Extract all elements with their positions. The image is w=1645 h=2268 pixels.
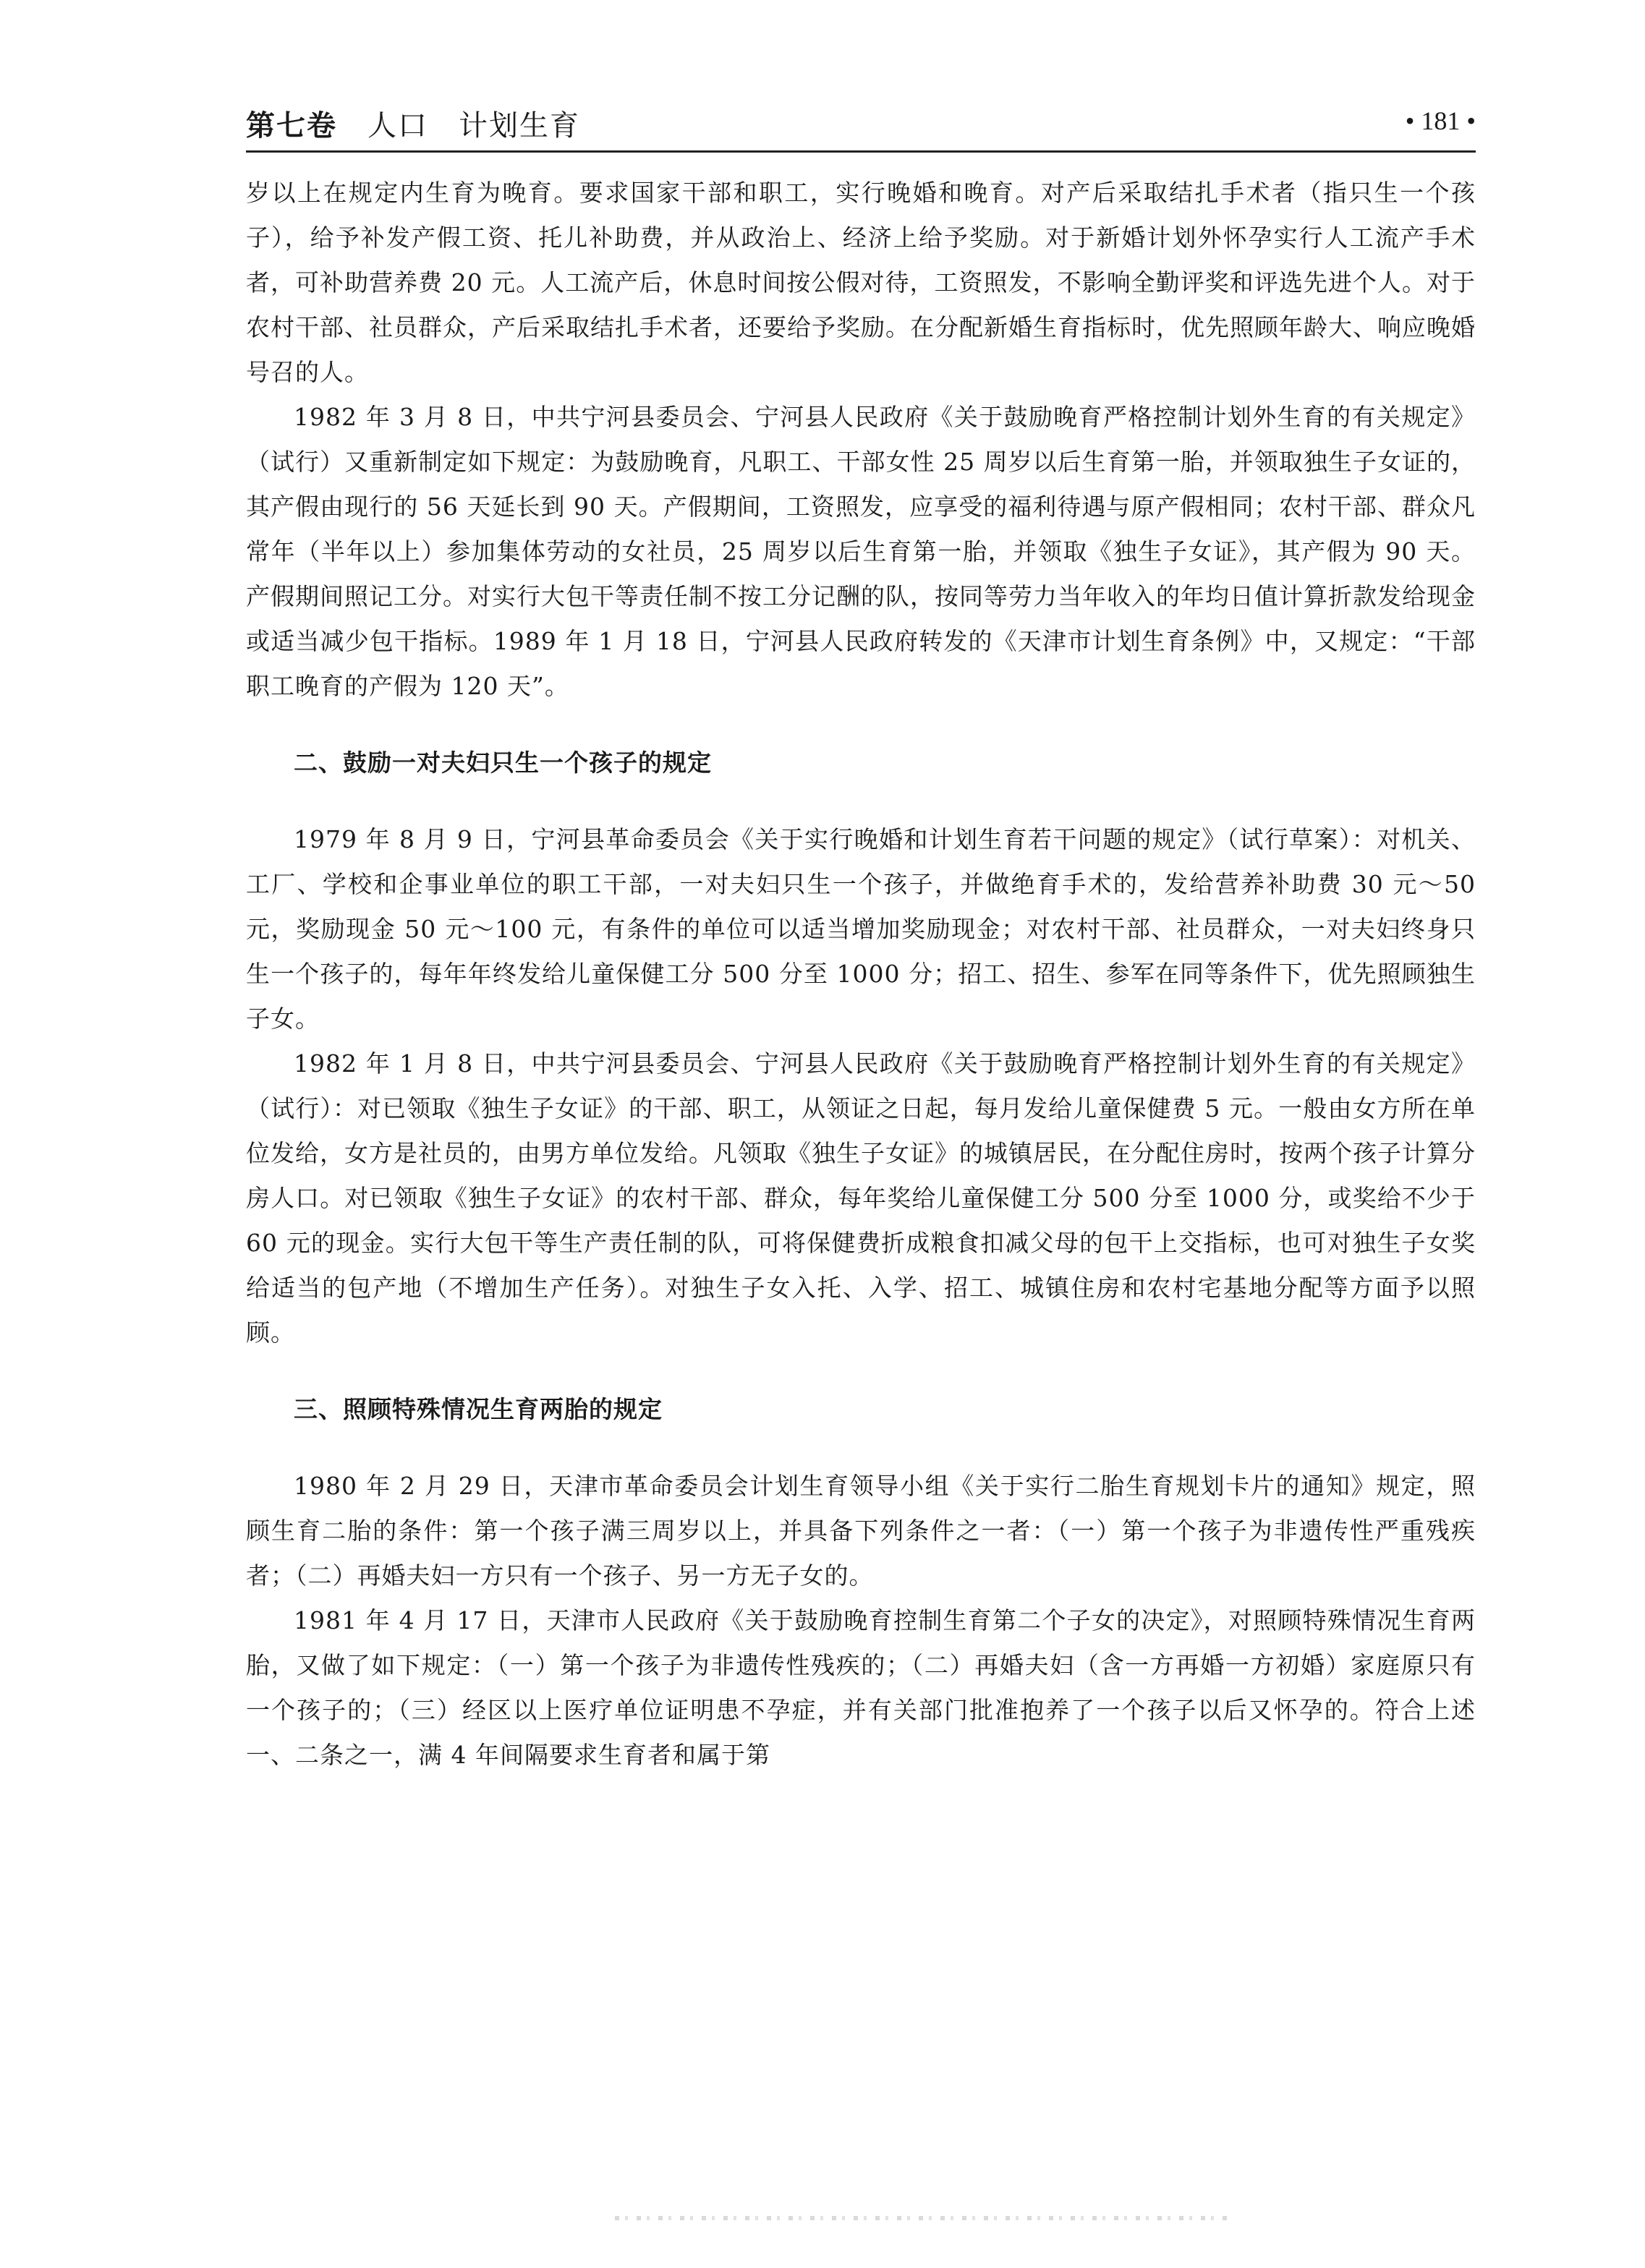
paragraph-3: 1979 年 8 月 9 日，宁河县革命委员会《关于实行晚婚和计划生育若干问题的规定》（试行草案）：对机关、工厂、学校和企事业单位的职工干部，一对夫妇只生一个孩子，并做绝育手术的，发给营养补助费 30 元～50 元，奖励现金 50 元～100 元，有条件的单位可以适当增加奖励现金；对农村干部、社员群众，一对夫妇终身只生一个孩子的，每年年终发给儿童保健工分 500 分至 1000 分；招工、招生、参军在同等条件下，优先照顾独生子女。 [246,825,1476,1033]
header-rule [246,150,1476,153]
paragraph-4: 1982 年 1 月 8 日，中共宁河县委员会、宁河县人民政府《关于鼓励晚育严格控制计划外生育的有关规定》（试行）：对已领取《独生子女证》的干部、职工，从领证之日起，每月发给儿童保健费 5 元。一般由女方所在单位发给，女方是社员的，由男方单位发给。凡领取《独生子女证》的城镇居民，在分配住房时，按两个孩子计算分房人口。对已领取《独生子女证》的农村干部、群众，每年奖给儿童保健工分 500 分至 1000 分，或奖给不少于 60 元的现金。实行大包干等生产责任制的队，可将保健费折成粮食扣减父母的包干上交指标，也可对独生子女奖给适当的包产地（不增加生产任务）。对独生子女入托、入学、招工、城镇住房和农村宅基地分配等方面予以照顾。 [246,1049,1476,1347]
paragraph-1: 岁以上在规定内生育为晚育。要求国家干部和职工，实行晚婚和晚育。对产后采取结扎手术者（指只生一个孩子），给予补发产假工资、托儿补助费，并从政治上、经济上给予奖励。对于新婚计划外怀孕实行人工流产手术者，可补助营养费 20 元。人工流产后，休息时间按公假对待，工资照发，不影响全勤评奖和评选先进个人。对于农村干部、社员群众，产后采取结扎手术者，还要给予奖励。在分配新婚生育指标时，优先照顾年龄大、响应晚婚号召的人。 [246,179,1476,386]
running-header [246,103,1476,146]
section-title: 人口 计划生育 [367,109,580,142]
section-heading-3: 三、照顾特殊情况生育两胎的规定 [294,1395,663,1423]
paragraph-6: 1981 年 4 月 17 日，天津市人民政府《关于鼓励晚育控制生育第二个子女的决定》，对照顾特殊情况生育两胎，又做了如下规定：（一）第一个孩子为非遗传性残疾的；（二）再婚夫妇（含一方再婚一方初婚）家庭原只有一个孩子的；（三）经区以上医疗单位证明患不孕症，并有关部门批准抱养了一个孩子以后又怀孕的。符合上述一、二条之一，满 4 年间隔要求生育者和属于第 [246,1606,1476,1769]
section-heading-2: 二、鼓励一对夫妇只生一个孩子的规定 [294,749,712,777]
paragraph-2: 1982 年 3 月 8 日，中共宁河县委员会、宁河县人民政府《关于鼓励晚育严格控制计划外生育的有关规定》（试行）又重新制定如下规定：为鼓励晚育，凡职工、干部女性 25 周岁以后生育第一胎，并领取独生子女证的，其产假由现行的 56 天延长到 90 天。产假期间，工资照发，应享受的福利待遇与原产假相同；农村干部、群众凡常年（半年以上）参加集体劳动的女社员，25 周岁以后生育第一胎，并领取《独生子女证》，其产假为 90 天。产假期间照记工分。对实行大包干等责任制不按工分记酬的队，按同等劳力当年收入的年均日值计算折款发给现金或适当减少包干指标。1989 年 1 月 18 日，宁河县人民政府转发的《天津市计划生育条例》中，又规定：“干部职工晚育的产假为 120 天”。 [246,403,1476,700]
paragraph-5: 1980 年 2 月 29 日，天津市革命委员会计划生育领导小组《关于实行二胎生育规划卡片的通知》规定，照顾生育二胎的条件：第一个孩子满三周岁以上，并具备下列条件之一者：（一）第一个孩子为非遗传性严重残疾者；（二）再婚夫妇一方只有一个孩子、另一方无子女的。 [246,1472,1476,1590]
body-text [246,171,1476,1778]
page-number: • 181 • [1405,106,1476,135]
scan-artifact [615,2216,1230,2220]
volume-title: 第七卷 [246,109,337,142]
